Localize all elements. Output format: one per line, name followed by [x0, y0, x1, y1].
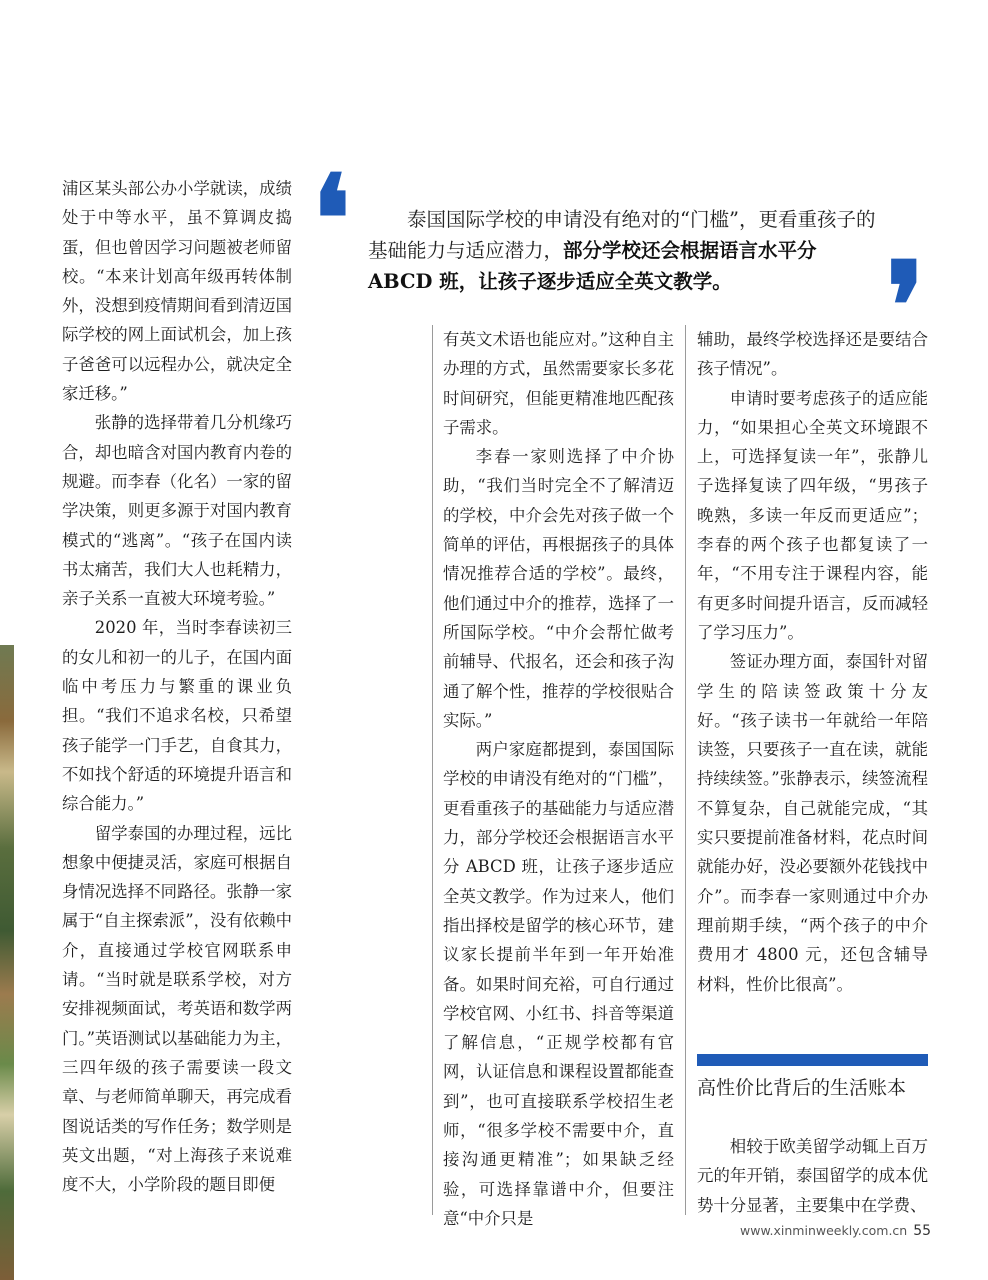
- page-number: 55: [913, 1223, 932, 1239]
- paragraph: 两户家庭都提到，泰国国际学校的申请没有绝对的“门槛”，更看重孩子的基础能力与适应潜力，部分学校还会根据语言水平分 ABCD 班，让孩子逐步适应全英文教学。作为过来人，他们指出择校是留学的核心环节，建议家长提前半年到一年开始准备。如果时间充裕，可自行通过学校官网、小红书、抖音等渠道了解信息，“正规学校都有官网，认证信息和课程设置都能查到”，也可直接联系学校招生老师，“很多学校不需要中介，直接沟通更精准”；如果缺乏经验，可选择靠谱中介，但要注意“中介只是: [443, 740, 674, 1228]
- paragraph: 申请时要考虑孩子的适应能力，“如果担心全英文环境跟不上，可选择复读一年”，张静儿子选择复读了四年级，“男孩子晚熟，多读一年反而更适应”；李春的两个孩子也都复读了一年，“不用专注于课程内容，能有更多时间提升语言，反而减轻了学习压力”。: [697, 388, 928, 642]
- paragraph: 李春一家则选择了中介协助，“我们当时完全不了解清迈的学校，中介会先对孩子做一个简单的评估，再根据孩子的具体情况推荐合适的学校”。最终，他们通过中介的推荐，选择了一所国际学校。“中介会帮忙做考前辅导、代报名，还会和孩子沟通了解个性，推荐的学校很贴合实际。”: [443, 447, 674, 730]
- paragraph: 辅助，最终学校选择还是要结合孩子情况”。: [697, 330, 928, 379]
- paragraph: 2020 年，当时李春读初三的女儿和初一的儿子，在国内面临中考压力与繁重的课业负担。“我们不追求名校，只希望孩子能学一门手艺，自食其力，不如找个舒适的环境提升语言和综合能力。”: [62, 618, 292, 814]
- section-accent-bar: [697, 1054, 928, 1066]
- close-quote-mark: ❜: [886, 236, 925, 377]
- footer-url: www.xinminweekly.com.cn: [740, 1223, 908, 1238]
- paragraph: 有英文术语也能应对。”这种自主办理的方式，虽然需要家长多花时间研究，但能更精准地匹配孩子需求。: [443, 330, 674, 437]
- paragraph: 相较于欧美留学动辄上百万元的年开销，泰国留学的成本优势十分显著，主要集中在学费、: [697, 1137, 928, 1215]
- article-column-2: [443, 325, 674, 1233]
- paragraph: 浦区某头部公办小学就读，成绩处于中等水平，虽不算调皮捣蛋，但也曾因学习问题被老师留校。“本来计划高年级再转体制外，没想到疫情期间看到清迈国际学校的网上面试机会，加上孩子爸爸可以远程办公，就决定全家迁移。”: [62, 179, 292, 404]
- section-heading: 高性价比背后的生活账本: [697, 1077, 907, 1099]
- article-column-3-continued: [697, 1132, 928, 1220]
- pull-quote-bold: 部分学校还会根据语言水平分 ABCD 班，让孩子逐步适应全英文教学。: [368, 239, 817, 293]
- pull-quote: [368, 204, 880, 297]
- side-photo-strip: [0, 645, 14, 1280]
- article-column-3: [697, 325, 928, 999]
- column-divider: [432, 325, 433, 1215]
- pull-quote-plain: 泰国国际学校的申请没有绝对的“门槛”，更看重孩子的基础能力与适应潜力，: [368, 208, 876, 262]
- paragraph: 张静的选择带着几分机缘巧合，却也暗含对国内教育内卷的规避。而李春（化名）一家的留学决策，则更多源于对国内教育模式的“逃离”。“孩子在国内读书太痛苦，我们大人也耗精力，亲子关系一直被大环境考验。”: [62, 413, 292, 609]
- paragraph: 签证办理方面，泰国针对留学生的陪读签政策十分友好。“孩子读书一年就给一年陪读签，只要孩子一直在读，就能持续续签。”张静表示，续签流程不算复杂，自己就能完成，“其实只要提前准备材料，花点时间就能办好，没必要额外花钱找中介”。而李春一家则通过中介办理前期手续，“两个孩子的中介费用才 4800 元，还包含辅导材料，性价比很高”。: [697, 652, 928, 994]
- article-column-1: [62, 174, 292, 1199]
- open-quote-mark: ❛: [312, 149, 351, 290]
- page-footer: [740, 1223, 931, 1239]
- paragraph: 留学泰国的办理过程，远比想象中便捷灵活，家庭可根据自身情况选择不同路径。张静一家属于“自主探索派”，没有依赖中介，直接通过学校官网联系申请。“当时就是联系学校，对方安排视频面试，考英语和数学两门。”英语测试以基础能力为主，三四年级的孩子需要读一段文章、与老师简单聊天，再完成看图说话类的写作任务；数学则是英文出题，“对上海孩子来说难度不大，小学阶段的题目即便: [62, 823, 292, 1195]
- column-divider: [685, 325, 686, 1215]
